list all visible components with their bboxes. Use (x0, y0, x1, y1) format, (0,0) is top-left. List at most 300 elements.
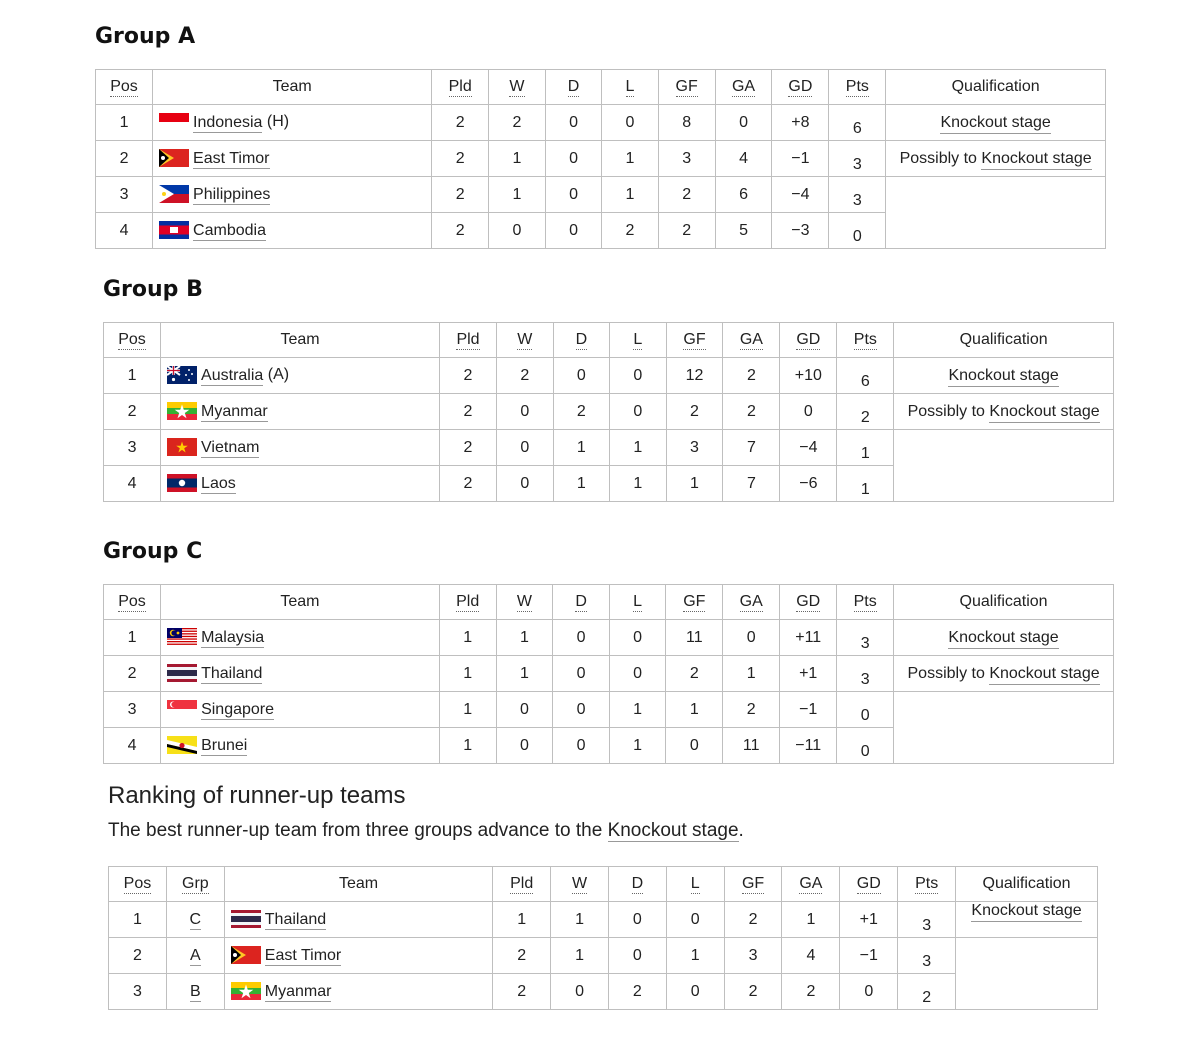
l-cell: 1 (666, 938, 724, 974)
knockout-stage-link[interactable]: Knockout stage (948, 367, 1058, 387)
header-pts-label[interactable]: Pts (845, 78, 869, 95)
knockout-stage-link[interactable]: Knockout stage (948, 629, 1058, 649)
ga-cell: 11 (723, 728, 780, 764)
qualification-empty-cell (956, 938, 1098, 1010)
gf-cell: 1 (666, 692, 723, 728)
ga-cell: 2 (723, 692, 780, 728)
header-pld-label[interactable]: Pld (448, 78, 472, 95)
pts-cell: 0 (837, 728, 894, 764)
gf-cell: 1 (666, 466, 723, 502)
indonesia-flag-icon (159, 113, 189, 131)
gf-cell: 3 (666, 430, 723, 466)
team-cell (161, 620, 440, 656)
header-team (224, 867, 492, 902)
ga-cell: 4 (782, 938, 840, 974)
pos-cell: 3 (109, 974, 167, 1010)
header-team (153, 70, 432, 105)
header-row (109, 867, 1098, 902)
pts-cell: 3 (898, 938, 956, 974)
header-pld-label[interactable]: Pld (510, 875, 534, 892)
w-cell: 1 (551, 902, 609, 938)
pld-cell: 2 (432, 141, 489, 177)
pts-cell: 1 (837, 430, 894, 466)
myanmar-flag-icon (167, 402, 197, 420)
pts-cell: 3 (837, 620, 894, 656)
gd-cell: −11 (780, 728, 837, 764)
malaysia-flag-icon (167, 628, 197, 646)
table-row (104, 692, 1114, 728)
pts-cell: 0 (837, 692, 894, 728)
header-qualification (956, 867, 1098, 902)
header-d (553, 323, 610, 358)
header-pts (837, 585, 894, 620)
team-cell (161, 656, 440, 692)
header-ga-label[interactable]: GA (739, 331, 763, 348)
team-link[interactable]: Myanmar (264, 982, 332, 1000)
gf-cell: 0 (666, 728, 723, 764)
ga-cell: 7 (723, 466, 780, 502)
gd-cell: 0 (840, 974, 898, 1010)
myanmar-flag-icon (231, 982, 261, 1000)
team-cell (224, 938, 492, 974)
gf-cell: 11 (666, 620, 723, 656)
header-pos (104, 323, 161, 358)
ga-cell: 5 (715, 213, 772, 249)
knockout-stage-link[interactable]: Knockout stage (989, 665, 1099, 685)
knockout-stage-link[interactable]: Knockout stage (981, 150, 1091, 170)
knockout-stage-link[interactable]: Knockout stage (607, 820, 739, 841)
pos-cell: 2 (109, 938, 167, 974)
pos-cell: 1 (109, 902, 167, 938)
d-cell: 0 (553, 728, 610, 764)
d-cell: 0 (553, 620, 610, 656)
team-cell (161, 394, 440, 430)
gd-cell: −3 (772, 213, 829, 249)
pld-cell: 2 (432, 105, 489, 141)
header-pld (493, 867, 551, 902)
pld-cell: 2 (440, 394, 497, 430)
table-row (104, 358, 1114, 394)
qualification-cell (894, 656, 1114, 692)
header-gf-label[interactable]: GF (683, 331, 706, 348)
gf-cell: 2 (658, 213, 715, 249)
w-cell: 0 (496, 430, 553, 466)
header-gd-label[interactable]: GD (796, 593, 821, 610)
header-qualification-label: Qualification (951, 78, 1040, 95)
pos-cell: 2 (96, 141, 153, 177)
d-cell: 0 (545, 213, 602, 249)
team-suffix: (A) (263, 366, 290, 384)
thailand-flag-icon (231, 910, 261, 928)
header-gf (724, 867, 782, 902)
singapore-flag-icon (167, 700, 197, 718)
grp-cell (166, 902, 224, 938)
l-cell: 0 (666, 902, 724, 938)
header-gd-label[interactable]: GD (796, 331, 821, 348)
pts-cell: 2 (898, 974, 956, 1010)
header-pts-label[interactable]: Pts (853, 593, 877, 610)
header-ga-label[interactable]: GA (739, 593, 763, 610)
team-link[interactable]: Australia (201, 366, 264, 384)
vietnam-flag-icon (167, 438, 197, 456)
l-cell: 0 (609, 656, 665, 692)
l-cell: 0 (610, 358, 666, 394)
team-link[interactable]: East Timor (264, 946, 342, 964)
header-d-label[interactable]: D (567, 78, 580, 95)
header-w-label[interactable]: W (516, 593, 533, 610)
l-cell: 1 (602, 177, 658, 213)
l-cell: 2 (602, 213, 658, 249)
team-cell (161, 358, 440, 394)
d-cell: 0 (608, 938, 666, 974)
ga-cell: 2 (723, 358, 780, 394)
w-cell: 2 (496, 358, 553, 394)
header-gd (780, 323, 837, 358)
header-ga-label[interactable]: GA (799, 875, 823, 892)
laos-flag-icon (167, 474, 197, 492)
gf-cell: 2 (666, 394, 723, 430)
pld-cell: 1 (493, 902, 551, 938)
gf-cell: 2 (724, 902, 782, 938)
group-link[interactable]: A (190, 946, 201, 964)
header-row (96, 70, 1106, 105)
table-row (96, 177, 1106, 213)
header-ga-label[interactable]: GA (731, 78, 756, 95)
pos-cell: 4 (104, 728, 161, 764)
header-d (553, 585, 610, 620)
pld-cell: 2 (432, 177, 489, 213)
team-link[interactable]: Myanmar (201, 402, 268, 420)
header-team (161, 323, 440, 358)
w-cell: 1 (489, 177, 546, 213)
ga-cell: 1 (782, 902, 840, 938)
header-gd-label[interactable]: GD (856, 875, 881, 892)
knockout-stage-link[interactable]: Knockout stage (971, 902, 1081, 922)
header-gd-label[interactable]: GD (788, 78, 813, 95)
w-cell: 0 (496, 728, 553, 764)
gd-cell: −4 (772, 177, 829, 213)
team-cell (224, 974, 492, 1010)
header-l-label[interactable]: L (690, 875, 700, 892)
header-qualification-label: Qualification (959, 593, 1048, 610)
qualification-cell (894, 620, 1114, 656)
header-qualification (894, 585, 1114, 620)
w-cell: 0 (496, 466, 553, 502)
qualification-prefix: Possibly to (899, 149, 982, 167)
ga-cell: 2 (782, 974, 840, 1010)
runner-up-description (108, 820, 744, 842)
header-l (666, 867, 724, 902)
pts-cell: 3 (898, 902, 956, 938)
pts-cell: 6 (829, 105, 886, 141)
header-d (545, 70, 602, 105)
ga-cell: 4 (715, 141, 772, 177)
gd-cell: −6 (780, 466, 837, 502)
table-row (104, 394, 1114, 430)
w-cell: 2 (489, 105, 546, 141)
pld-cell: 2 (493, 974, 551, 1010)
header-grp-label[interactable]: Grp (182, 875, 209, 892)
header-row (104, 585, 1114, 620)
w-cell: 0 (489, 213, 546, 249)
header-d-label[interactable]: D (631, 875, 644, 892)
gf-cell: 2 (658, 177, 715, 213)
header-team-label: Team (280, 593, 320, 610)
l-cell: 0 (666, 974, 724, 1010)
header-d-label[interactable]: D (575, 331, 588, 348)
gd-cell: −4 (780, 430, 837, 466)
d-cell: 1 (553, 466, 610, 502)
team-cell (161, 692, 440, 728)
gd-cell: 0 (780, 394, 837, 430)
header-l (602, 70, 658, 105)
header-pos-label[interactable]: Pos (118, 331, 146, 348)
ga-cell: 0 (723, 620, 780, 656)
d-cell: 0 (608, 902, 666, 938)
pts-cell: 3 (829, 177, 886, 213)
header-qualification (886, 70, 1106, 105)
pld-cell: 2 (493, 938, 551, 974)
header-ga (723, 323, 780, 358)
header-row (104, 323, 1114, 358)
team-suffix: (H) (262, 113, 290, 131)
pld-cell: 1 (439, 620, 496, 656)
header-gf (666, 323, 723, 358)
l-cell: 1 (602, 141, 658, 177)
team-cell (153, 105, 432, 141)
header-qualification (894, 323, 1114, 358)
thailand-flag-icon (167, 664, 197, 682)
header-d (608, 867, 666, 902)
header-team-label: Team (272, 78, 312, 95)
team-link[interactable]: Thailand (201, 664, 263, 682)
table-row (104, 430, 1114, 466)
ga-cell: 2 (723, 394, 780, 430)
team-cell (161, 466, 440, 502)
header-team-label: Team (338, 875, 379, 892)
d-cell: 0 (545, 105, 602, 141)
gf-cell: 2 (666, 656, 723, 692)
header-gf-label[interactable]: GF (675, 78, 698, 95)
l-cell: 1 (610, 430, 666, 466)
qualification-empty-cell (886, 177, 1106, 249)
east-timor-flag-icon (231, 946, 261, 964)
header-ga (715, 70, 772, 105)
header-pos-label[interactable]: Pos (110, 78, 138, 95)
qualification-prefix: Possibly to (907, 402, 990, 420)
team-cell (153, 141, 432, 177)
header-w (551, 867, 609, 902)
header-qualification-label: Qualification (982, 875, 1071, 892)
header-pld-label[interactable]: Pld (456, 331, 480, 348)
l-cell: 1 (609, 692, 665, 728)
team-link[interactable]: East Timor (193, 149, 270, 167)
team-link[interactable]: Cambodia (193, 221, 266, 239)
group-b-title: Group B (103, 277, 203, 302)
pos-cell: 2 (104, 656, 161, 692)
group-a-title: Group A (95, 24, 196, 49)
header-d-label[interactable]: D (575, 593, 587, 610)
header-w (489, 70, 546, 105)
pos-cell: 4 (104, 466, 161, 502)
header-w-label[interactable]: W (509, 78, 525, 95)
header-pld (439, 585, 496, 620)
header-w (496, 323, 553, 358)
header-gf (666, 585, 723, 620)
header-w (496, 585, 553, 620)
d-cell: 0 (545, 177, 602, 213)
header-l-label[interactable]: L (625, 78, 635, 95)
australia-flag-icon (167, 366, 197, 384)
qualification-cell (894, 358, 1114, 394)
header-pld (432, 70, 489, 105)
table-row (96, 105, 1106, 141)
qualification-prefix: Possibly to (907, 664, 990, 682)
knockout-stage-link[interactable]: Knockout stage (940, 114, 1050, 134)
gf-cell: 3 (724, 938, 782, 974)
header-gd (772, 70, 829, 105)
brunei-flag-icon (167, 736, 197, 754)
pos-cell: 4 (96, 213, 153, 249)
header-pos-label[interactable]: Pos (123, 875, 152, 892)
gf-cell: 8 (658, 105, 715, 141)
header-pts (829, 70, 886, 105)
gd-cell: +10 (780, 358, 837, 394)
group-c-title: Group C (103, 539, 203, 564)
w-cell: 0 (496, 692, 553, 728)
qualification-cell (894, 394, 1114, 430)
table-row (109, 974, 1098, 1010)
w-cell: 1 (489, 141, 546, 177)
ga-cell: 1 (723, 656, 780, 692)
qualification-cell (886, 105, 1106, 141)
table-row (109, 938, 1098, 974)
gd-cell: +1 (840, 902, 898, 938)
qualification-cell (886, 141, 1106, 177)
header-gf-label[interactable]: GF (741, 875, 765, 892)
gd-cell: +1 (780, 656, 837, 692)
east-timor-flag-icon (159, 149, 189, 167)
header-pld-label[interactable]: Pld (456, 593, 480, 610)
gd-cell: +11 (780, 620, 837, 656)
header-l (609, 585, 665, 620)
table-row (104, 656, 1114, 692)
team-cell (161, 430, 440, 466)
team-link[interactable]: Singapore (201, 700, 275, 718)
pos-cell: 3 (96, 177, 153, 213)
philippines-flag-icon (159, 185, 189, 203)
w-cell: 0 (551, 974, 609, 1010)
pts-cell: 0 (829, 213, 886, 249)
w-cell: 1 (496, 620, 553, 656)
pld-cell: 1 (439, 692, 496, 728)
grp-cell (166, 938, 224, 974)
header-pos-label[interactable]: Pos (118, 593, 146, 610)
l-cell: 1 (610, 466, 666, 502)
team-link[interactable]: Malaysia (201, 628, 265, 646)
group-c-table (103, 584, 1114, 764)
header-pts (837, 323, 894, 358)
header-l-label[interactable]: L (633, 331, 643, 348)
team-link[interactable]: Vietnam (201, 438, 260, 456)
group-link[interactable]: C (189, 910, 202, 928)
header-ga (723, 585, 780, 620)
pos-cell: 2 (104, 394, 161, 430)
table-row (104, 620, 1114, 656)
pos-cell: 3 (104, 430, 161, 466)
pts-cell: 3 (829, 141, 886, 177)
runner-up-desc-end: . (738, 820, 744, 841)
header-l (610, 323, 666, 358)
pos-cell: 1 (96, 105, 153, 141)
gf-cell: 3 (658, 141, 715, 177)
runner-up-table (108, 866, 1098, 1010)
l-cell: 0 (602, 105, 658, 141)
header-gd (840, 867, 898, 902)
ga-cell: 7 (723, 430, 780, 466)
grp-cell (166, 974, 224, 1010)
team-cell (153, 213, 432, 249)
group-link[interactable]: B (190, 982, 201, 1000)
team-cell (153, 177, 432, 213)
l-cell: 0 (610, 394, 666, 430)
header-gd (780, 585, 837, 620)
group-a-table (95, 69, 1106, 249)
header-pts-label[interactable]: Pts (915, 875, 939, 892)
pts-cell: 3 (837, 656, 894, 692)
team-cell (224, 902, 492, 938)
header-w-label[interactable]: W (517, 331, 533, 348)
ga-cell: 0 (715, 105, 772, 141)
pld-cell: 2 (440, 430, 497, 466)
knockout-stage-link[interactable]: Knockout stage (989, 403, 1099, 423)
pld-cell: 2 (432, 213, 489, 249)
d-cell: 1 (553, 430, 610, 466)
d-cell: 0 (553, 358, 610, 394)
header-team-label: Team (280, 331, 320, 348)
header-gf-label[interactable]: GF (683, 593, 706, 610)
team-link[interactable]: Brunei (201, 736, 248, 754)
header-w-label[interactable]: W (571, 875, 588, 892)
header-pos (104, 585, 161, 620)
pld-cell: 2 (440, 358, 497, 394)
pld-cell: 2 (440, 466, 497, 502)
table-row (109, 902, 1098, 938)
qualification-empty-cell (894, 430, 1114, 502)
pts-cell: 2 (837, 394, 894, 430)
group-b-table (103, 322, 1114, 502)
l-cell: 0 (609, 620, 665, 656)
pos-cell: 1 (104, 358, 161, 394)
header-team (161, 585, 440, 620)
gd-cell: −1 (772, 141, 829, 177)
pld-cell: 1 (439, 656, 496, 692)
d-cell: 2 (553, 394, 610, 430)
header-l-label[interactable]: L (633, 593, 643, 610)
header-grp (166, 867, 224, 902)
header-pld (440, 323, 497, 358)
team-link[interactable]: Indonesia (193, 113, 263, 131)
gf-cell: 2 (724, 974, 782, 1010)
team-link[interactable]: Thailand (264, 910, 327, 928)
table-row (96, 141, 1106, 177)
pld-cell: 1 (439, 728, 496, 764)
header-pts (898, 867, 956, 902)
team-link[interactable]: Philippines (193, 185, 271, 203)
d-cell: 0 (553, 656, 610, 692)
team-link[interactable]: Laos (201, 474, 236, 492)
header-pts-label[interactable]: Pts (853, 331, 877, 348)
